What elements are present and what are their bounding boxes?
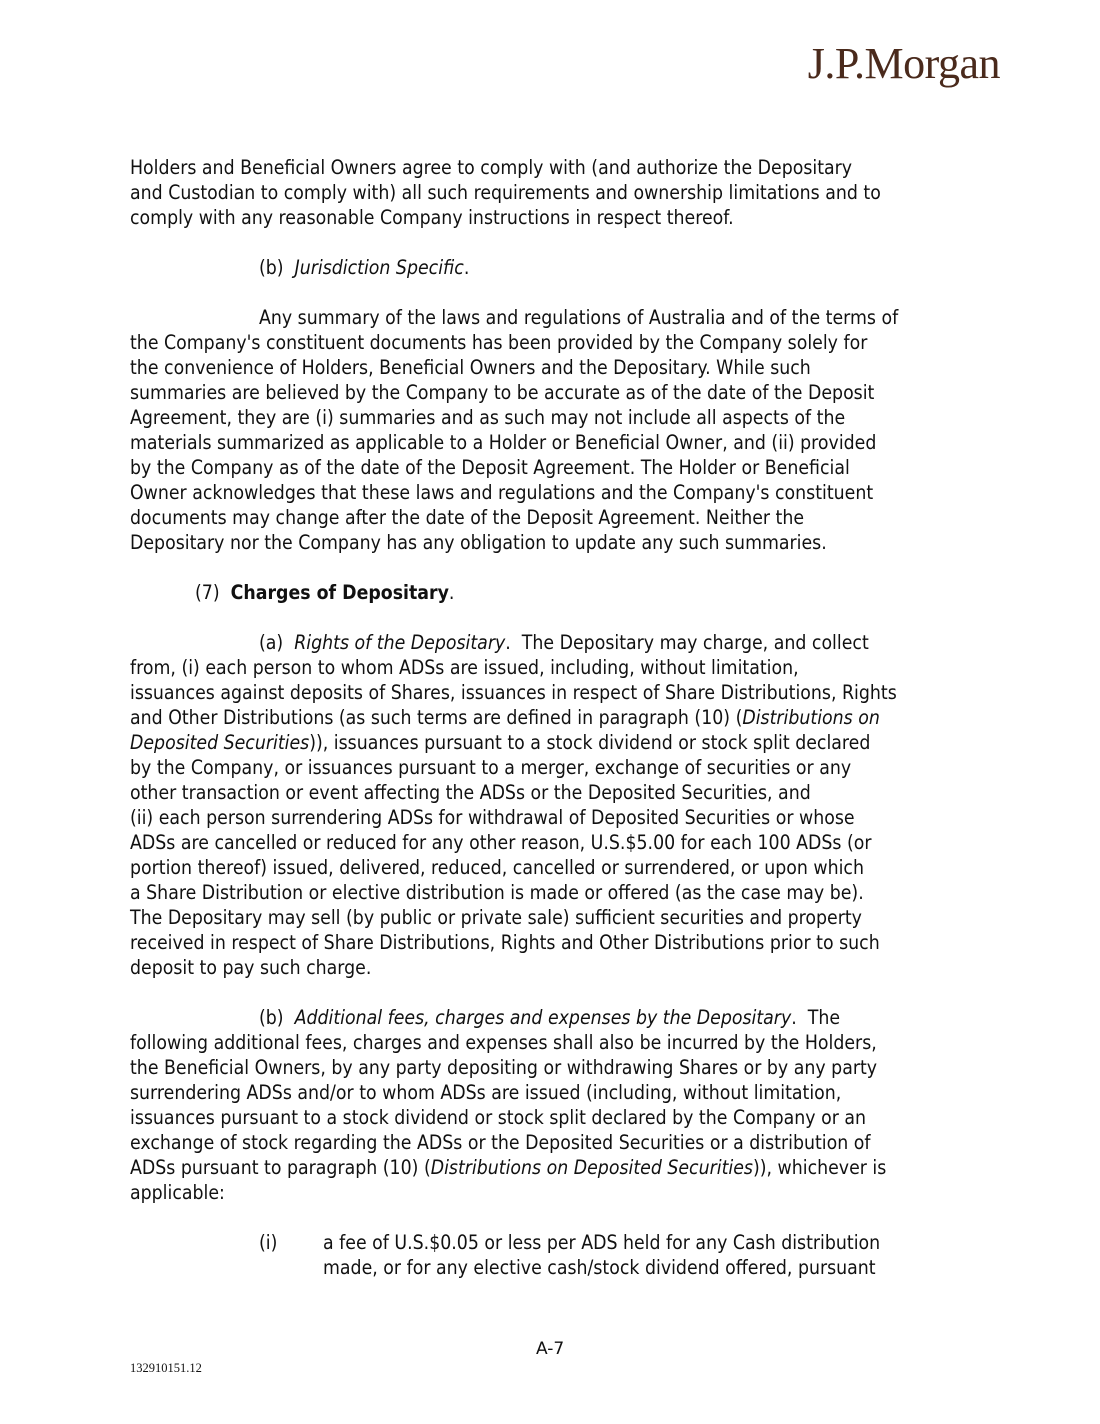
heading-punct: . [463, 256, 470, 279]
jurisdiction-line: materials summarized as applicable to a Holder or Beneficial Owner, and (ii) provided [130, 431, 877, 454]
section-7a-line: received in respect of Share Distributions, Rights and Other Distributions prior to such [130, 931, 880, 954]
jurisdiction-line: Depositary nor the Company has any obligation to update any such summaries. [130, 531, 827, 554]
section-7a-line: other transaction or event affecting the ADSs or the Deposited Securities, and [130, 781, 811, 804]
line-text: . The [791, 1006, 841, 1029]
cross-reference: Deposited Securities [130, 731, 310, 754]
jurisdiction-heading [259, 255, 469, 280]
section-7a-line [130, 705, 880, 730]
intro-line: Holders and Beneficial Owners agree to comply with (and authorize the Depositary [130, 156, 853, 179]
section-7a-line [130, 730, 870, 755]
cross-reference: Distributions on [742, 706, 880, 729]
section-7-heading [195, 580, 454, 605]
list-item-line: a fee of U.S.$0.05 or less per ADS held for any Cash distribution [323, 1231, 881, 1254]
section-7b-first-line [259, 1005, 840, 1030]
section-marker: (7) [195, 581, 220, 604]
section-7a-first-line [259, 630, 869, 655]
section-7a-line: by the Company, or issuances pursuant to a merger, exchange of securities or any [130, 756, 852, 779]
jurisdiction-line: Agreement, they are (i) summaries and as such may not include all aspects of the [130, 406, 846, 429]
section-7b-line [130, 1155, 886, 1180]
jurisdiction-line: the Company's constituent documents has been provided by the Company solely for [130, 331, 868, 354]
section-7b-line: the Beneficial Owners, by any party depositing or withdrawing Shares or by any party [130, 1056, 878, 1079]
section-7a-line: The Depositary may sell (by public or private sale) sufficient securities and property [130, 906, 862, 929]
section-7a-line: a Share Distribution or elective distribution is made or offered (as the case may be). [130, 881, 864, 904]
line-text: )), whichever is [752, 1156, 887, 1179]
list-item-marker: (i) [259, 1231, 278, 1254]
intro-line: comply with any reasonable Company instructions in respect thereof. [130, 206, 734, 229]
line-text: )), issuances pursuant to a stock dividend or stock split declared [309, 731, 871, 754]
heading-punct: . [448, 581, 455, 604]
section-marker: (b) [259, 1006, 284, 1029]
section-7a-line: (ii) each person surrendering ADSs for withdrawal of Deposited Securities or whose [130, 806, 855, 829]
jurisdiction-line: Owner acknowledges that these laws and regulations and the Company's constituent [130, 481, 874, 504]
section-7a-line: issuances against deposits of Shares, issuances in respect of Share Distributions, Rights [130, 681, 897, 704]
section-7a-line: ADSs are cancelled or reduced for any other reason, U.S.$5.00 for each 100 ADSs (or [130, 831, 872, 854]
intro-line: and Custodian to comply with) all such requirements and ownership limitations and to [130, 181, 881, 204]
jurisdiction-line: by the Company as of the date of the Deposit Agreement. The Holder or Beneficial [130, 456, 850, 479]
section-7b-line: exchange of stock regarding the ADSs or the Deposited Securities or a distribution of [130, 1131, 871, 1154]
section-7a-line: deposit to pay such charge. [130, 956, 372, 979]
section-7b-line: surrendering ADSs and/or to whom ADSs are issued (including, without limitation, [130, 1081, 842, 1104]
jurisdiction-line: summaries are believed by the Company to be accurate as of the date of the Deposit [130, 381, 875, 404]
section-7a-line: from, (i) each person to whom ADSs are issued, including, without limitation, [130, 656, 799, 679]
section-7b-line: issuances pursuant to a stock dividend or stock split declared by the Company or an [130, 1106, 867, 1129]
section-marker: (b) [259, 256, 284, 279]
section-heading: Rights of the Depositary [294, 631, 506, 654]
jurisdiction-line: the convenience of Holders, Beneficial Owners and the Depositary. While such [130, 356, 811, 379]
jurisdiction-line: Any summary of the laws and regulations of Australia and of the terms of [259, 306, 899, 329]
jurisdiction-line: documents may change after the date of the Deposit Agreement. Neither the [130, 506, 805, 529]
section-heading: Charges of Depositary [230, 581, 449, 604]
section-7a-line: portion thereof) issued, delivered, reduced, cancelled or surrendered, or upon which [130, 856, 864, 879]
jpmorgan-logo: J.P.Morgan [807, 39, 1000, 88]
section-heading: Jurisdiction Specific [294, 256, 464, 279]
section-heading: Additional fees, charges and expenses by the Depositary [294, 1006, 792, 1029]
list-item-line: made, or for any elective cash/stock dividend offered, pursuant [323, 1256, 876, 1279]
section-7b-line: applicable: [130, 1181, 225, 1204]
line-text: ADSs pursuant to paragraph (10) ( [130, 1156, 431, 1179]
section-marker: (a) [259, 631, 284, 654]
document-id: 132910151.12 [130, 1361, 202, 1375]
cross-reference: Distributions on Deposited Securities [430, 1156, 753, 1179]
line-text: and Other Distributions (as such terms are defined in paragraph (10) ( [130, 706, 743, 729]
page-number: A-7 [536, 1339, 565, 1359]
section-7b-line: following additional fees, charges and expenses shall also be incurred by the Holders, [130, 1031, 877, 1054]
line-text: . The Depositary may charge, and collect [505, 631, 869, 654]
